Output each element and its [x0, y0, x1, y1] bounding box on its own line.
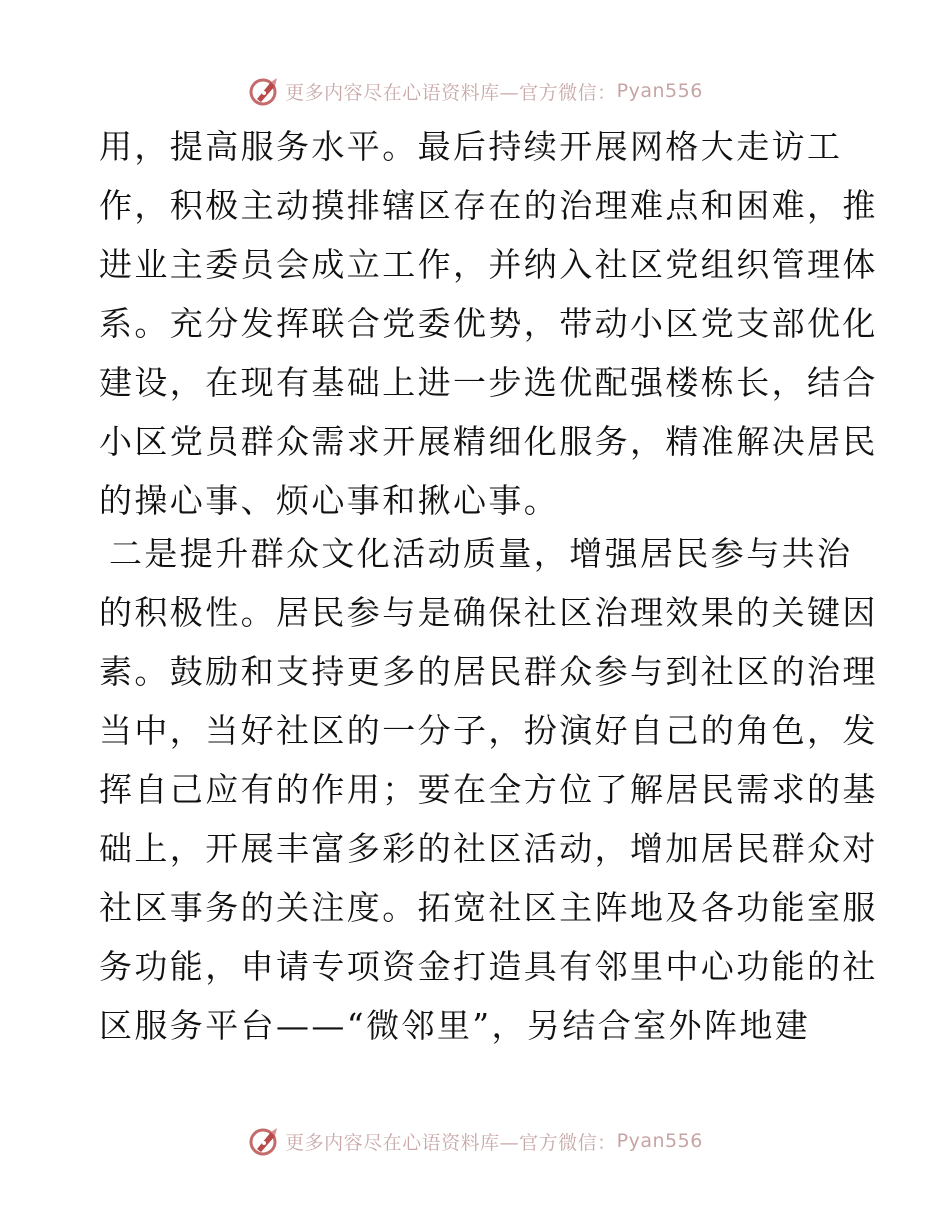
paragraph-2 [99, 524, 878, 1114]
footer-watermark [0, 1124, 950, 1158]
text-line: 作，积极主动摸排辖区存在的治理难点和困难，推 [99, 186, 878, 225]
watermark-text: 更多内容尽在心语资料库—官方微信： [285, 1131, 617, 1154]
header-watermark [0, 74, 950, 108]
text-line: 当中，当好社区的一分子，扮演好自己的角色，发 [99, 711, 878, 750]
pen-nib-logo-icon [247, 1124, 281, 1158]
watermark-text: 更多内容尽在心语资料库—官方微信： [285, 81, 617, 104]
watermark-wechat-id: Pyan556 [616, 1130, 703, 1152]
paragraph-1 [99, 117, 878, 530]
pen-nib-logo-icon [247, 74, 281, 108]
text-line: 的积极性。居民参与是确保社区治理效果的关键因 [99, 593, 878, 632]
text-line: 进业主委员会成立工作，并纳入社区党组织管理体 [99, 245, 878, 284]
text-line: 区服务平台——“微邻里”，另结合室外阵地建 [99, 1006, 811, 1045]
text-line: 用，提高服务水平。最后持续开展网格大走访工 [99, 127, 843, 166]
text-line: 建设，在现有基础上进一步选优配强楼栋长，结合 [99, 363, 878, 402]
text-line: 挥自己应有的作用；要在全方位了解居民需求的基 [99, 770, 878, 809]
text-line: 的操心事、烦心事和揪心事。 [99, 481, 560, 520]
watermark-wechat-id: Pyan556 [616, 80, 703, 102]
text-line: 二是提升群众文化活动质量，增强居民参与共治 [109, 534, 853, 573]
text-line [99, 1055, 851, 1114]
text-line: 系。充分发挥联合党委优势，带动小区党支部优化 [99, 304, 878, 343]
text-line: 小区党员群众需求开展精细化服务，精准解决居民 [99, 422, 878, 461]
text-line: 素。鼓励和支持更多的居民群众参与到社区的治理 [99, 652, 878, 691]
text-line: 社区事务的关注度。拓宽社区主阵地及各功能室服 [99, 888, 878, 927]
text-line: 础上，开展丰富多彩的社区活动，增加居民群众对 [99, 829, 878, 868]
text-line: 务功能，申请专项资金打造具有邻里中心功能的社 [99, 947, 878, 986]
